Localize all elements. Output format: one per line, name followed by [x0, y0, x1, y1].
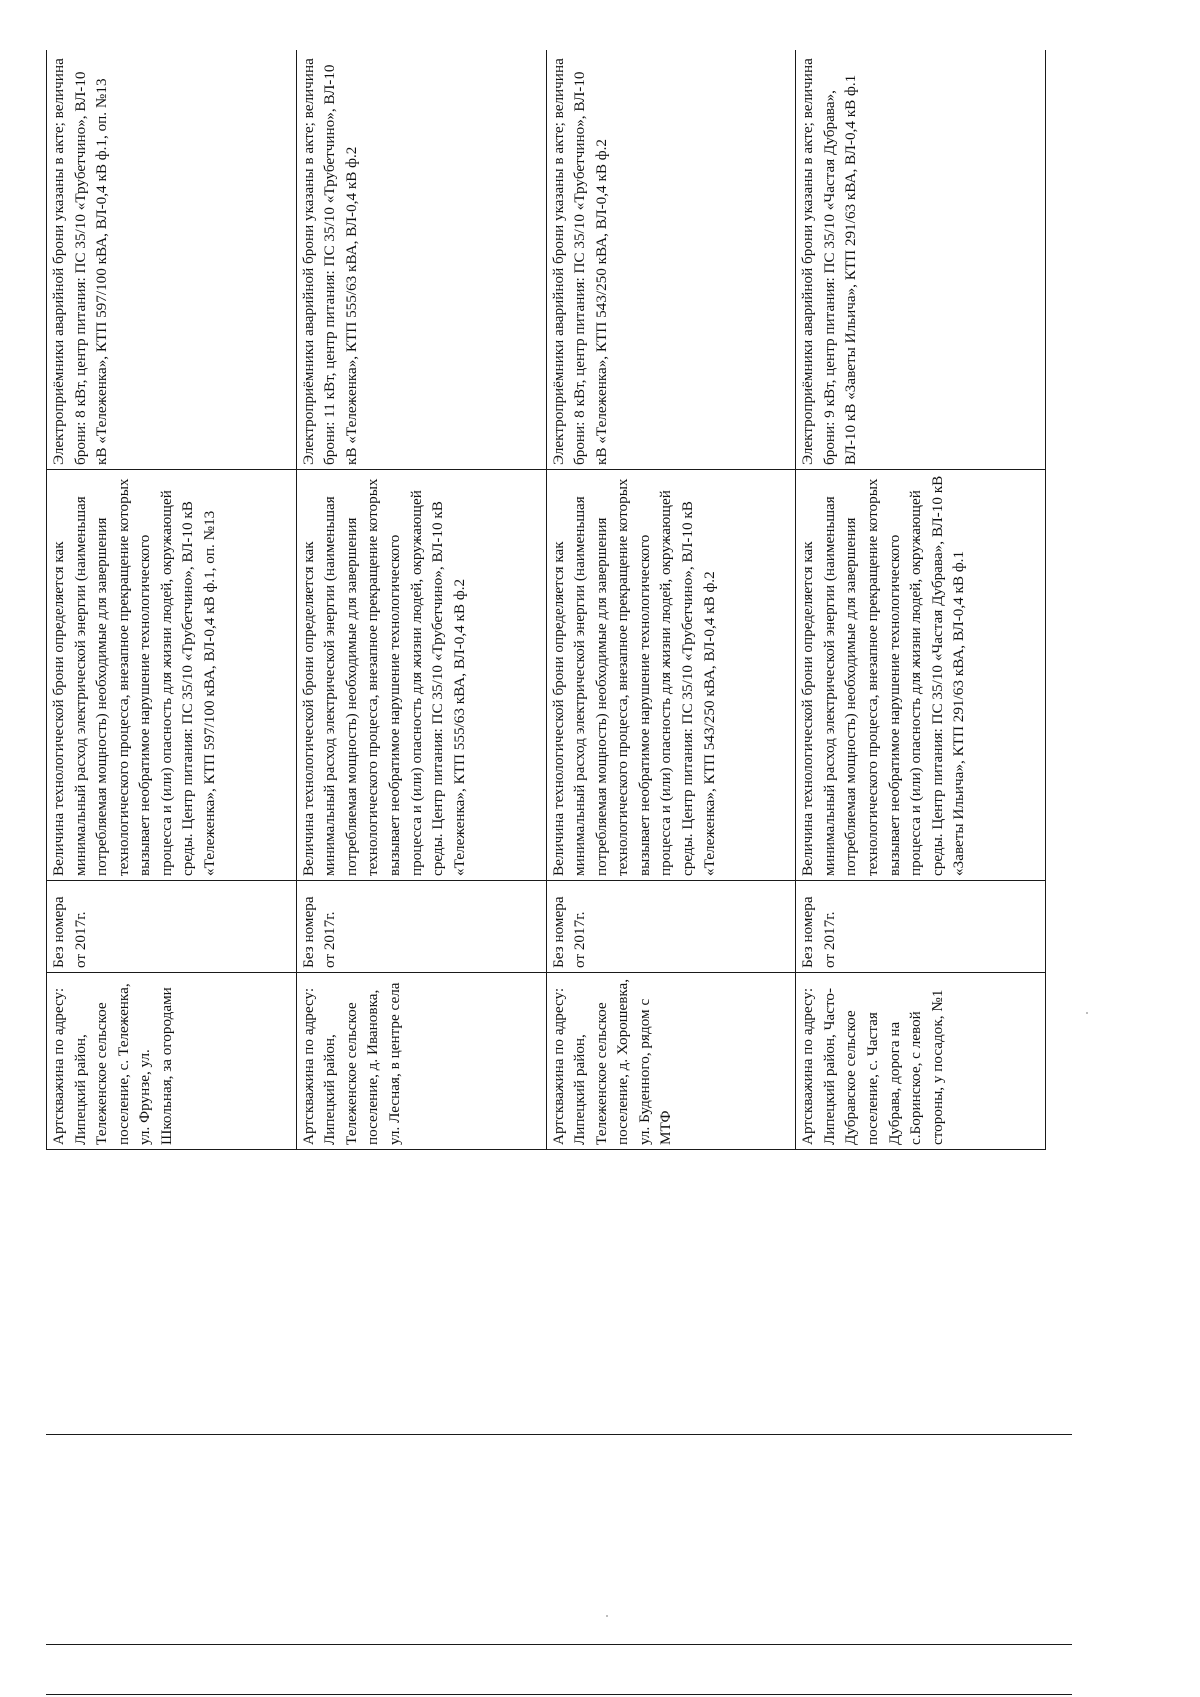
divider-line [46, 1644, 1072, 1645]
location-cell: Артскважина по адресу: Липецкий район, Тележенское сельское поселение, д. Ивановка, ул. Лесная, в центре села [296, 973, 546, 1150]
table-row [47, 50, 297, 1150]
emergency-reserve-cell: Электроприёмники аварийной брони указаны в акте; величина брони: 9 кВт, центр питания: ПС 35/10 «Частая Дубрава», ВЛ-10 кВ «Заветы Ильича», КТП 291/63 кВА, ВЛ-0,4 кВ ф.1 [796, 50, 1046, 470]
technological-reserve-cell: Величина технологической брони определяется как минимальный расход электрической энергии (наименьшая потребляемая мощность) необходимые для завершения технологического процесса, внезапное прекращение которых вызывает необратимое нарушение технологического процесса и (или) опасность для жизни людей, окружающей среды. Центр питания: ПС 35/10 «Трубетчино», ВЛ-10 кВ «Тележенка», КТП 555/63 кВА, ВЛ-0,4 кВ ф.2 [296, 470, 546, 881]
act-cell: Без номера от 2017г. [546, 881, 796, 973]
act-cell: Без номера от 2017г. [47, 881, 297, 973]
location-cell: Артскважина по адресу: Липецкий район, Часто-Дубравское сельское поселение, с. Частая Дубрава, дорога на с.Боринское, с левой стороны, у посадок, №1 [796, 973, 1046, 1150]
act-cell: Без номера от 2017г. [296, 881, 546, 973]
act-cell: Без номера от 2017г. [796, 881, 1046, 973]
table-row [296, 50, 546, 1150]
rotated-table-frame [46, 50, 1046, 1150]
emergency-reserve-cell: Электроприёмники аварийной брони указаны в акте; величина брони: 8 кВт, центр питания: ПС 35/10 «Трубетчино», ВЛ-10 кВ «Тележенка», КТП 597/100 кВА, ВЛ-0,4 кВ ф.1, оп. №13 [47, 50, 297, 470]
landscape-sheet [46, 50, 1046, 1150]
scan-speck [606, 1615, 608, 1617]
location-cell: Артскважина по адресу: Липецкий район, Тележенское сельское поселение, с. Тележенка, ул. Фрунзе, ул. Школьная, за огородами [47, 973, 297, 1150]
location-cell: Артскважина по адресу: Липецкий район, Тележенское сельское поселение, д. Хорошевка, ул. Буденного, рядом с МТФ [546, 973, 796, 1150]
divider-line [46, 1694, 1072, 1695]
technological-reserve-cell: Величина технологической брони определяется как минимальный расход электрической энергии (наименьшая потребляемая мощность) необходимые для завершения технологического процесса, внезапное прекращение которых вызывает необратимое нарушение технологического процесса и (или) опасность для жизни людей, окружающей среды. Центр питания: ПС 35/10 «Трубетчино», ВЛ-10 кВ «Тележенка», КТП 543/250 кВА, ВЛ-0,4 кВ ф.2 [546, 470, 796, 881]
power-reserve-table [46, 50, 1046, 1150]
table-row [796, 50, 1046, 1150]
technological-reserve-cell: Величина технологической брони определяется как минимальный расход электрической энергии (наименьшая потребляемая мощность) необходимые для завершения технологического процесса, внезапное прекращение которых вызывает необратимое нарушение технологического процесса и (или) опасность для жизни людей, окружающей среды. Центр питания: ПС 35/10 «Трубетчино», ВЛ-10 кВ «Тележенка», КТП 597/100 кВА, ВЛ-0,4 кВ ф.1, оп. №13 [47, 470, 297, 881]
table-row [546, 50, 796, 1150]
emergency-reserve-cell: Электроприёмники аварийной брони указаны в акте; величина брони: 8 кВт, центр питания: ПС 35/10 «Трубетчино», ВЛ-10 кВ «Тележенка», КТП 543/250 кВА, ВЛ-0,4 кВ ф.2 [546, 50, 796, 470]
emergency-reserve-cell: Электроприёмники аварийной брони указаны в акте; величина брони: 11 кВт, центр питания: ПС 35/10 «Трубетчино», ВЛ-10 кВ «Тележенка», КТП 555/63 кВА, ВЛ-0,4 кВ ф.2 [296, 50, 546, 470]
technological-reserve-cell: Величина технологической брони определяется как минимальный расход электрической энергии (наименьшая потребляемая мощность) необходимые для завершения технологического процесса, внезапное прекращение которых вызывает необратимое нарушение технологического процесса и (или) опасность для жизни людей, окружающей среды. Центр питания: ПС 35/10 «Частая Дубрава», ВЛ-10 кВ «Заветы Ильича», КТП 291/63 кВА, ВЛ-0,4 кВ ф.1 [796, 470, 1046, 881]
divider-line [46, 1434, 1072, 1435]
scan-speck [1086, 1012, 1088, 1014]
